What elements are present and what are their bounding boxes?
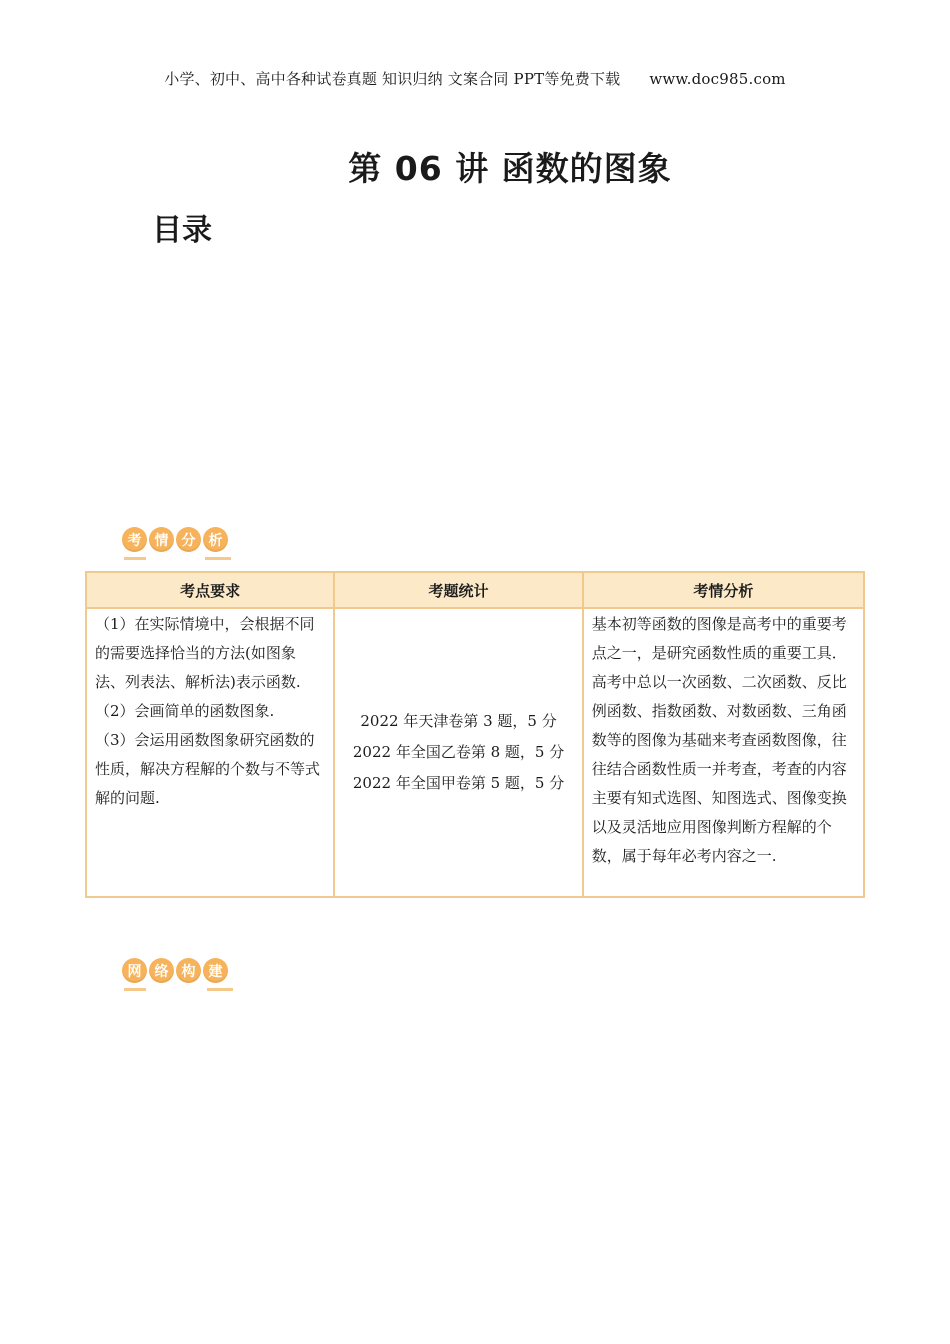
analysis-cell: 基本初等函数的图像是高考中的重要考点之一，是研究函数性质的重要工具．高考中总以一次函数、二次函数、反比例函数、指数函数、对数函数、三角函数等的图像为基础来考查函数图像，往往结合函数性质一并考查，考查的内容主要有知式选图、知图选式、图像变换以及灵活地应用图像判断方程解的个数，属于每年必考内容之一. [583, 608, 864, 897]
stat-item: 2022 年全国甲卷第 5 题，5 分 [352, 774, 565, 792]
table-row [86, 608, 864, 897]
header-url[interactable]: www.doc985.com [649, 70, 786, 88]
badge-char: 网 [122, 958, 147, 983]
requirement-item: （3）会运用函数图象研究函数的性质，解决方程解的个数与不等式解的问题. [95, 731, 321, 807]
requirement-item: （2）会画简单的函数图象. [95, 702, 275, 720]
requirements-cell [86, 608, 334, 897]
badge-char: 考 [122, 527, 147, 552]
column-header: 考点要求 [86, 572, 334, 608]
page-header [0, 68, 950, 89]
page-title: 第 06 讲 函数的图象 [348, 149, 672, 188]
stat-item: 2022 年全国乙卷第 8 题，5 分 [352, 743, 565, 761]
badge-analysis [122, 527, 228, 552]
badge-char: 情 [149, 527, 174, 552]
badge-underline [124, 988, 146, 991]
table-header-row [86, 572, 864, 608]
badge-network [122, 958, 228, 983]
toc-heading: 目录 [152, 213, 212, 248]
requirement-item: （1）在实际情境中，会根据不同的需要选择恰当的方法(如图象法、列表法、解析法)表示函数. [95, 615, 315, 691]
badge-char: 构 [176, 958, 201, 983]
column-header: 考情分析 [583, 572, 864, 608]
header-text: 小学、初中、高中各种试卷真题 知识归纳 文案合同 PPT等免费下载 [164, 70, 621, 88]
badge-underline [124, 557, 146, 560]
badge-char: 分 [176, 527, 201, 552]
badge-underline [207, 988, 233, 991]
exam-analysis-table [85, 571, 865, 898]
badge-char: 络 [149, 958, 174, 983]
stat-item: 2022 年天津卷第 3 题，5 分 [360, 712, 557, 730]
stats-cell [334, 608, 582, 897]
badge-char: 析 [203, 527, 228, 552]
column-header: 考题统计 [334, 572, 582, 608]
badge-underline [205, 557, 231, 560]
badge-char: 建 [203, 958, 228, 983]
